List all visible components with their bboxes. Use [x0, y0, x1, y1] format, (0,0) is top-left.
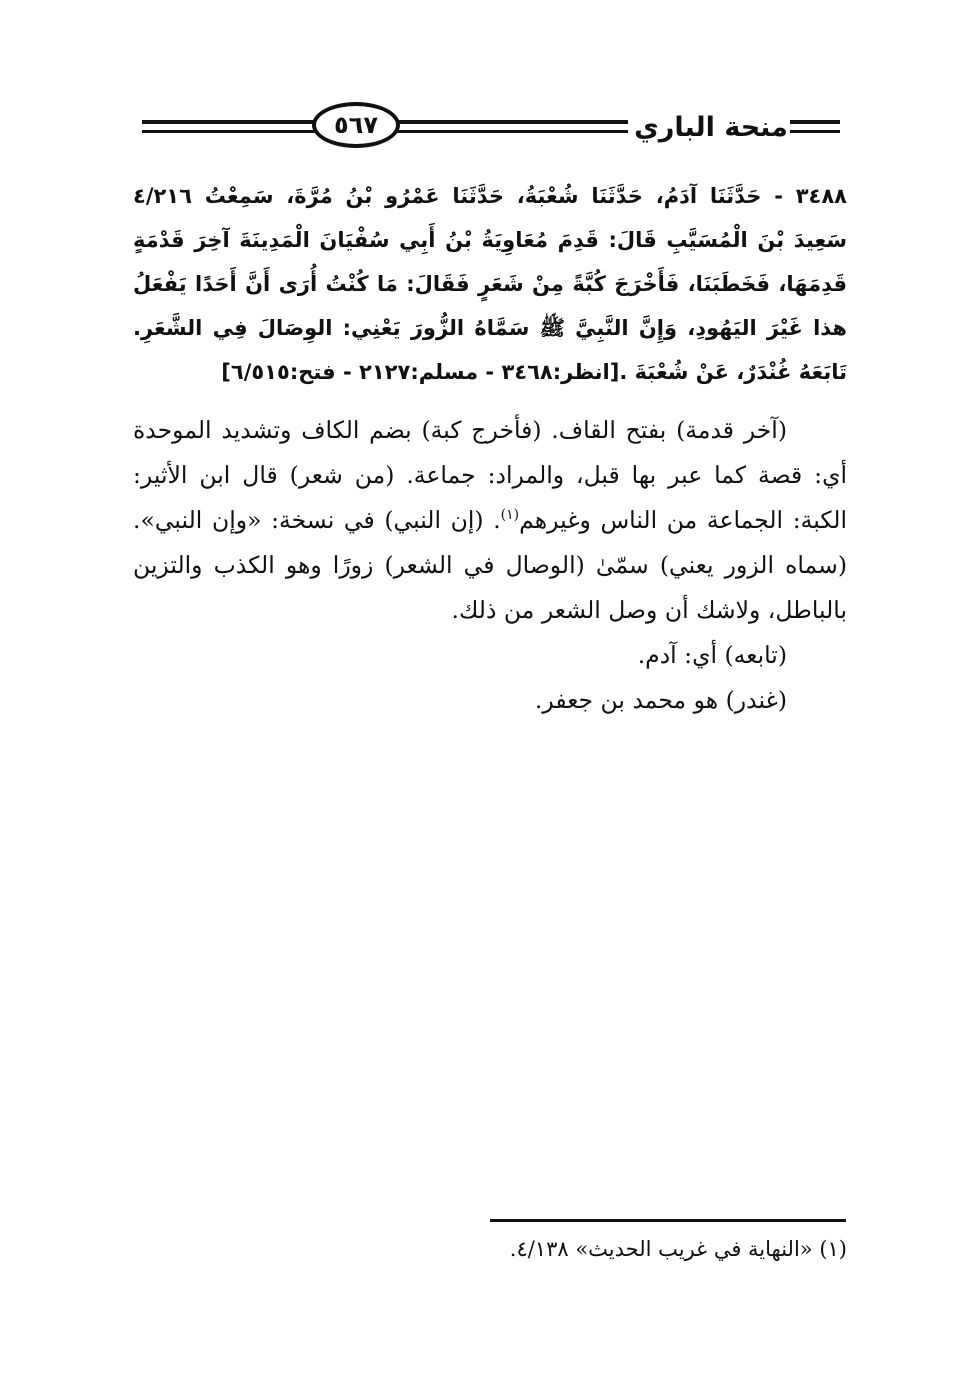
footnote: (١) «النهاية في غريب الحديث» ٤/١٣٨. — [509, 1237, 847, 1261]
header-rule — [392, 130, 628, 133]
hadith-text-block — [133, 174, 847, 394]
header-rule — [142, 130, 318, 133]
commentary-paragraph: (تابعه) أي: آدم. — [637, 641, 787, 669]
header-rule — [790, 120, 840, 124]
commentary-paragraph: (غندر) هو محمد بن جعفر. — [534, 686, 787, 714]
hadith-text: ٣٤٨٨ - حَدَّثَنَا آدَمُ، حَدَّثَنَا شُعْبَةُ، حَدَّثَنَا عَمْرُو بْنُ مُرَّةَ، سَمِعْتُ ٤/٢١٦ سَعِيدَ بْنَ الْمُسَيَّبِ قَالَ: قَدِمَ مُعَاوِيَةُ بْنُ أَبِي سُفْيَانَ الْمَدِينَةَ آخِرَ قَدْمَةٍ قَدِمَهَا، فَخَطَبَنَا، فَأَخْرَجَ كُبَّةً مِنْ شَعَرٍ فَقَالَ: مَا كُنْتُ أُرَى أَنَّ أَحَدًا يَفْعَلُ هذا غَيْرَ اليَهُودِ، وَإِنَّ النَّبِيَّ ﷺ سَمَّاهُ الزُّورَ يَعْنِي: الوِصَالَ فِي الشَّعَرِ. تَابَعَهُ غُنْدَرٌ، عَنْ شُعْبَةَ .[انظر:٣٤٦٨ - مسلم:٢١٢٧ - فتح:٦/٥١٥] — [133, 184, 847, 384]
page-header — [130, 96, 852, 160]
book-title: منحة الباري — [634, 112, 788, 143]
footnote-marker: (١) — [500, 507, 520, 524]
commentary-block — [133, 408, 847, 723]
header-rule — [142, 120, 318, 124]
commentary-paragraph — [133, 408, 847, 633]
commentary-text: (آخر قدمة) بفتح القاف. (فأخرج كبة) بضم الكاف وتشديد الموحدة أي: قصة كما عبر بها قبل، والمراد: جماعة. (من شعر) قال ابن الأثير: الكبة: الجماعة من الناس وغيرهم — [133, 416, 847, 534]
page-number: ٥٦٧ — [312, 102, 400, 148]
header-rule — [790, 130, 840, 133]
header-rule — [392, 120, 628, 124]
commentary-text: . (إن النبي) في نسخة: «وإن النبي». (سماه الزور يعني) سمّىٰ (الوصال في الشعر) زورًا وهو الكذب والتزين بالباطل، ولاشك أن وصل الشعر من ذلك. — [133, 506, 847, 624]
footnote-separator — [490, 1219, 846, 1222]
